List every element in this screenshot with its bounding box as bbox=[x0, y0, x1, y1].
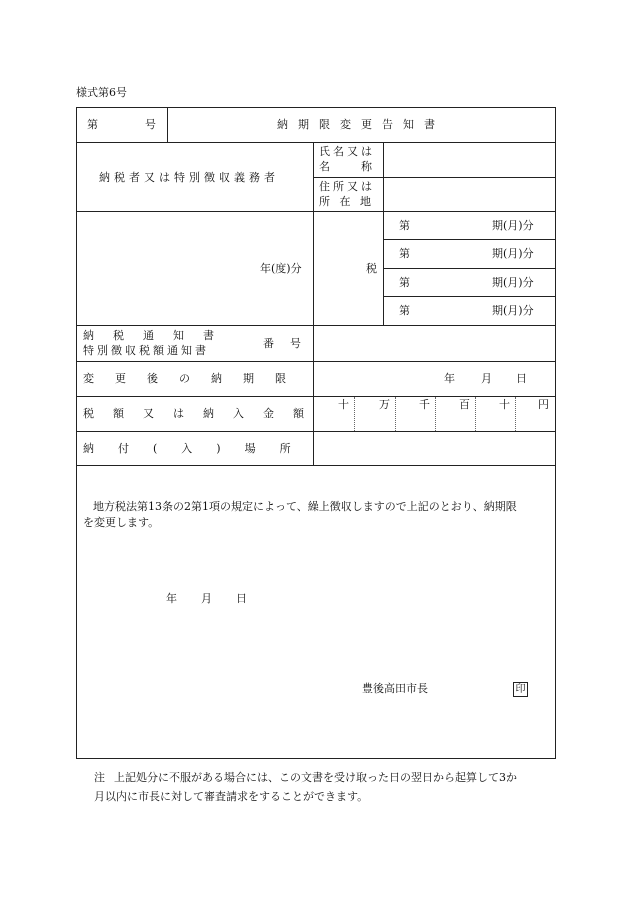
note-line2: 月以内に市長に対して審査請求をすることができます。 bbox=[94, 790, 369, 803]
payer-label: 納税者又は特別徴収義務者 bbox=[99, 171, 279, 184]
tax-amount-label: 税額又は納入金額 bbox=[83, 407, 323, 420]
due-month: 月 bbox=[481, 372, 492, 385]
amount-unit-ju-man: 十 bbox=[338, 398, 349, 411]
amount-unit-hyaku: 百 bbox=[459, 398, 470, 411]
period-dai-3: 第 bbox=[399, 276, 410, 289]
bango-label: 番号 bbox=[263, 337, 317, 350]
seal-mark: 印 bbox=[513, 682, 528, 697]
address-label-line2: 所 在 地 bbox=[319, 195, 374, 208]
period-unit-3: 期(月)分 bbox=[492, 276, 534, 289]
amount-unit-sen: 千 bbox=[419, 398, 430, 411]
issue-month: 月 bbox=[201, 592, 212, 605]
number-go: 号 bbox=[145, 118, 156, 131]
period-dai-1: 第 bbox=[399, 219, 410, 232]
note-line1: 上記処分に不服がある場合には、この文書を受け取った日の翌日から起算して3か bbox=[114, 771, 517, 784]
address-label-line1: 住所又は bbox=[319, 180, 375, 193]
issuer-name: 豊後高田市長 bbox=[362, 682, 428, 695]
note-mark: 注 bbox=[94, 771, 105, 784]
tax-label: 税 bbox=[366, 262, 377, 275]
period-unit-1: 期(月)分 bbox=[492, 219, 534, 232]
issue-day: 日 bbox=[236, 592, 247, 605]
notice-text-line2: を変更します。 bbox=[83, 516, 160, 529]
new-due-date-label: 変更後の納期限 bbox=[83, 372, 307, 385]
amount-unit-en: 円 bbox=[538, 398, 549, 411]
tax-notice-label: 納税通知書 bbox=[83, 329, 233, 342]
number-dai: 第 bbox=[87, 118, 98, 131]
due-year: 年 bbox=[444, 372, 455, 385]
notice-text-line1: 地方税法第13条の2第1項の規定によって、繰上徴収しますので上記のとおり、納期限 bbox=[93, 500, 517, 513]
amount-unit-ju: 十 bbox=[499, 398, 510, 411]
form-number: 様式第6号 bbox=[76, 86, 127, 99]
due-day: 日 bbox=[516, 372, 527, 385]
period-unit-2: 期(月)分 bbox=[492, 247, 534, 260]
amount-unit-man: 万 bbox=[379, 398, 390, 411]
payment-place-label: 納付(入)場所 bbox=[83, 442, 315, 455]
period-unit-4: 期(月)分 bbox=[492, 304, 534, 317]
name-label-line2: 名 称 bbox=[319, 160, 375, 173]
name-label-line1: 氏名又は bbox=[319, 145, 375, 158]
document-title: 納期限変更告知書 bbox=[277, 118, 445, 131]
special-collection-notice-label: 特別徴収税額通知書 bbox=[83, 344, 209, 357]
issue-year: 年 bbox=[166, 592, 177, 605]
period-dai-2: 第 bbox=[399, 247, 410, 260]
fiscal-year-label: 年(度)分 bbox=[260, 262, 302, 275]
period-dai-4: 第 bbox=[399, 304, 410, 317]
